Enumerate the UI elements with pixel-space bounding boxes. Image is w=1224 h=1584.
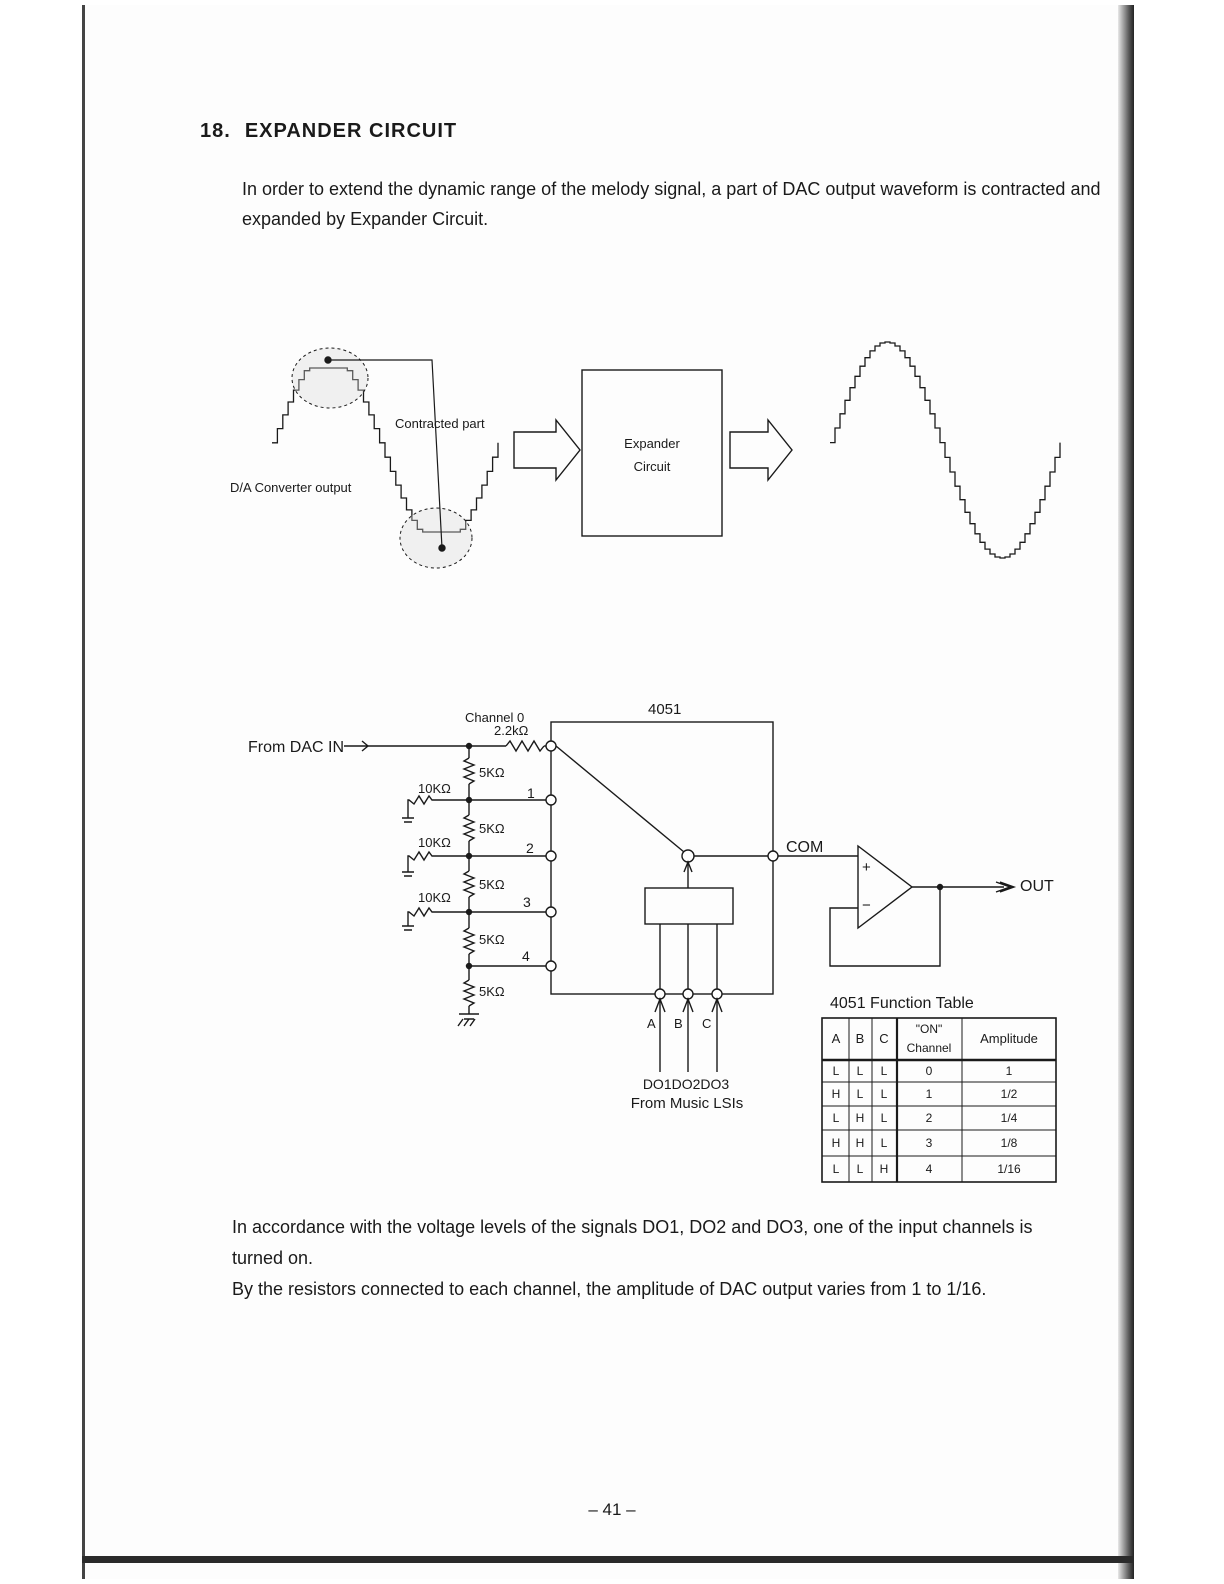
channel-0-label: Channel 0: [465, 710, 525, 725]
table-cell: L: [856, 1064, 864, 1078]
op-amp-plus: +: [862, 859, 871, 876]
table-cell: 4: [925, 1162, 933, 1176]
table-cell: 1/4: [1000, 1111, 1018, 1125]
pin-channel-1: [546, 795, 556, 805]
contracted-region-bottom: [400, 508, 472, 568]
dac-output-label: D/A Converter output: [230, 480, 352, 495]
ladder-resistor-4-label: 5KΩ: [479, 932, 505, 947]
table-cell: H: [831, 1087, 841, 1101]
decoder-box: [645, 888, 733, 924]
mux-switch-arm: [556, 746, 684, 852]
table-header-a: A: [831, 1031, 841, 1046]
contracted-part-label: Contracted part: [395, 416, 485, 431]
junction-dot: [467, 744, 472, 749]
music-lsi-label: From Music LSIs: [630, 1095, 744, 1112]
out-label: OUT: [1020, 878, 1054, 895]
feedback-wire: [830, 887, 940, 966]
table-cell: L: [880, 1064, 888, 1078]
arrow-into-expander-icon: [514, 420, 580, 480]
shunt-resistor-3: [402, 908, 469, 930]
closing-paragraph-2: By the resistors connected to each channel, the amplitude of DAC output varies from 1 to 1/16.: [232, 1279, 987, 1299]
ladder-resistor-2: [464, 815, 474, 841]
dac-in-arrow-icon: [344, 741, 368, 751]
closing-paragraph-1: In accordance with the voltage levels of the signals DO1, DO2 and DO3, one of the input channels is turned on.: [232, 1217, 1033, 1268]
table-cell: 1: [925, 1087, 933, 1101]
pointer-dot-bottom: [439, 545, 445, 551]
table-cell: L: [880, 1136, 888, 1150]
table-header-channel: Channel: [906, 1041, 952, 1055]
table-cell: 2: [925, 1111, 933, 1125]
ground-icon: [458, 1014, 479, 1026]
channel-1-number: 1: [527, 785, 535, 801]
junction-dot: [467, 964, 472, 969]
expanded-output-waveform: [830, 342, 1060, 558]
junction-dot: [467, 910, 472, 915]
table-cell: L: [856, 1162, 864, 1176]
function-table-title: 4051 Function Table: [830, 995, 974, 1012]
shunt-resistor-2-label: 10KΩ: [418, 835, 451, 850]
select-signals-label: DO1DO2DO3: [642, 1076, 730, 1092]
arrow-out-of-expander-icon: [730, 420, 792, 480]
table-cell: L: [832, 1162, 840, 1176]
input-resistor-label: 2.2kΩ: [494, 723, 529, 738]
pin-com: [768, 851, 778, 861]
ladder-resistor-5: [464, 980, 474, 1006]
table-header-c: C: [879, 1031, 889, 1046]
table-cell: L: [832, 1064, 840, 1078]
table-cell: 1/2: [1000, 1087, 1018, 1101]
function-table: [822, 1018, 1056, 1182]
ladder-resistor-1: [464, 758, 474, 784]
intro-paragraph: In order to extend the dynamic range of the melody signal, a part of DAC output waveform is contracted and expanded by Expander Circuit.: [242, 179, 1101, 229]
table-cell: L: [832, 1111, 840, 1125]
channel-4-number: 4: [522, 948, 530, 964]
table-cell: H: [831, 1136, 841, 1150]
from-dac-in-label: From DAC IN: [248, 739, 344, 756]
ladder-resistor-3-label: 5KΩ: [479, 877, 505, 892]
table-cell: H: [855, 1136, 865, 1150]
ladder-resistor-5-label: 5KΩ: [479, 984, 505, 999]
table-header-b: B: [855, 1031, 865, 1046]
table-cell: 1/8: [1000, 1136, 1018, 1150]
ic-4051-body: [551, 722, 773, 994]
table-cell: L: [856, 1087, 864, 1101]
ladder-resistor-2-label: 5KΩ: [479, 821, 505, 836]
pointer-dot-top: [325, 357, 331, 363]
pin-b-label: B: [674, 1016, 683, 1031]
pin-channel-2: [546, 851, 556, 861]
shunt-resistor-1: [402, 796, 469, 822]
table-header-amplitude: Amplitude: [980, 1031, 1038, 1046]
shunt-resistor-1-label: 10KΩ: [418, 781, 451, 796]
table-cell: 3: [925, 1136, 933, 1150]
section-number: 18.: [200, 120, 231, 142]
expander-label-line2: Circuit: [633, 459, 671, 474]
table-cell: H: [855, 1111, 865, 1125]
junction-dot: [467, 854, 472, 859]
page-number: – 41 –: [588, 1500, 636, 1519]
shunt-resistor-2: [402, 852, 469, 876]
closing-text: [232, 1212, 1072, 1305]
ladder-resistor-4: [464, 928, 474, 954]
pin-c-label: C: [702, 1016, 712, 1031]
ladder-resistor-1-label: 5KΩ: [479, 765, 505, 780]
table-cell: 0: [925, 1064, 933, 1078]
pin-channel-3: [546, 907, 556, 917]
expander-label-line1: Expander: [624, 436, 680, 451]
channel-3-number: 3: [523, 894, 531, 910]
pin-a-label: A: [647, 1016, 656, 1031]
ic-4051-label: 4051: [648, 701, 682, 718]
table-cell: H: [879, 1162, 889, 1176]
input-resistor-2k2: [506, 741, 544, 751]
shunt-resistor-3-label: 10KΩ: [418, 890, 451, 905]
pin-channel-4: [546, 961, 556, 971]
table-cell: 1: [1005, 1064, 1013, 1078]
channel-2-number: 2: [526, 840, 534, 856]
expander-box: [582, 370, 722, 536]
junction-dot: [467, 798, 472, 803]
table-header-on: "ON": [915, 1022, 943, 1036]
com-label: COM: [786, 839, 824, 856]
ladder-resistor-3: [464, 871, 474, 897]
op-amp-minus: −: [862, 897, 871, 914]
table-cell: L: [880, 1111, 888, 1125]
table-cell: L: [880, 1087, 888, 1101]
pin-channel-0: [546, 741, 556, 751]
section-title: EXPANDER CIRCUIT: [244, 120, 458, 142]
waveform-figure: [272, 342, 1060, 568]
table-cell: 1/16: [997, 1162, 1021, 1176]
